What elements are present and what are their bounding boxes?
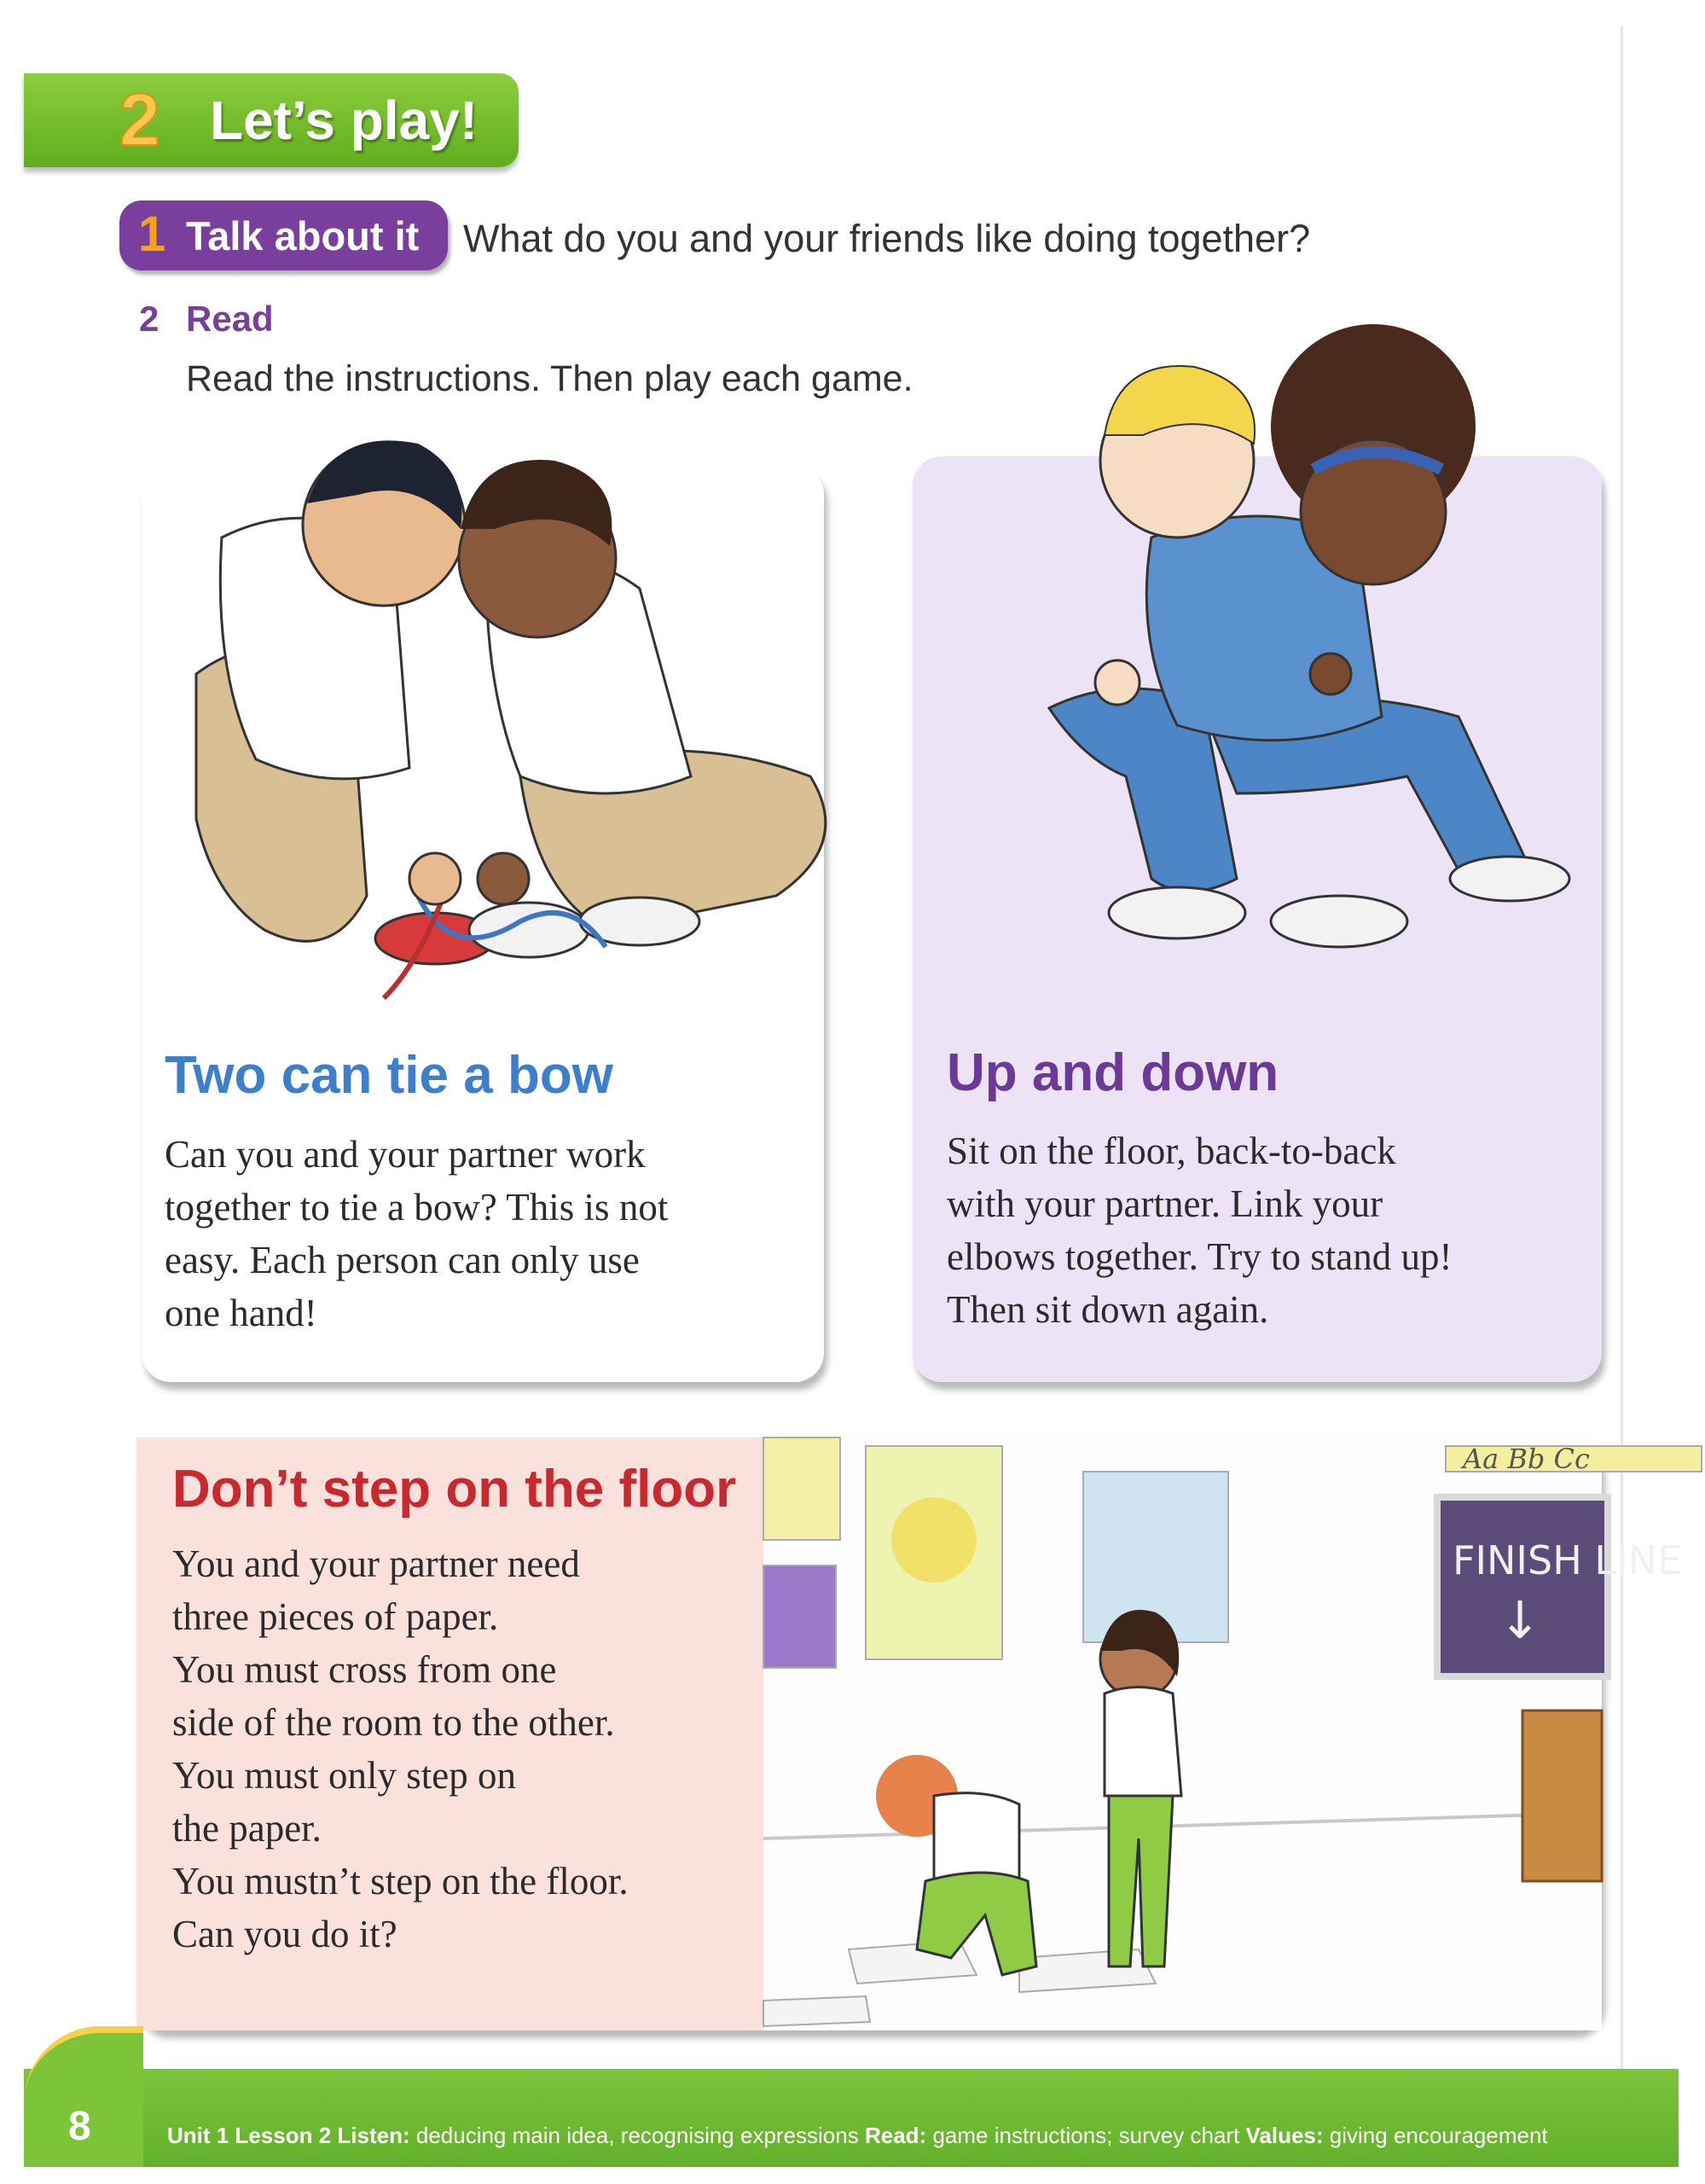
text-line: with your partner. Link your — [947, 1182, 1383, 1225]
game-title-up-and-down: Up and down — [947, 1043, 1279, 1102]
text-line: Then sit down again. — [947, 1288, 1269, 1331]
text-line: You mustn’t step on the floor. — [172, 1860, 629, 1902]
text-line: side of the room to the other. — [172, 1701, 615, 1744]
game-text-up-and-down — [947, 1124, 1578, 1336]
page-number: 8 — [68, 2104, 91, 2149]
footer-listen-label: Listen: — [337, 2123, 410, 2148]
footer-lesson-objectives — [167, 2123, 1548, 2149]
footer-values-label: Values: — [1245, 2123, 1324, 2148]
text-line: the paper. — [172, 1807, 322, 1850]
talk-about-it-badge — [119, 200, 448, 270]
lesson-title: Let’s play! — [210, 90, 478, 151]
text-line: Can you and your partner work — [165, 1133, 646, 1176]
girls-back-to-back-illustration — [981, 316, 1595, 973]
finish-line-board-text: FINISH LINE — [1453, 1537, 1683, 1583]
boys-tying-shoelaces-illustration — [162, 418, 879, 1007]
activity-1-label: Talk about it — [186, 213, 420, 258]
text-line: Sit on the floor, back-to-back — [947, 1130, 1396, 1172]
footer-unit: Unit 1 Lesson 2 — [167, 2123, 332, 2148]
activity-1-number: 1 — [138, 206, 166, 262]
alphabet-strip-text: Aa Bb Cc — [1463, 1443, 1590, 1475]
page-footer-bar — [24, 2069, 1679, 2167]
text-line: three pieces of paper. — [172, 1595, 499, 1638]
footer-listen-text: deducing main idea, recognising expressions — [415, 2123, 859, 2148]
finish-line-arrow: ↓ — [1499, 1591, 1542, 1651]
activity-2-label: Read — [186, 299, 274, 339]
lesson-header-tab — [24, 73, 519, 167]
text-line: elbows together. Try to stand up! — [947, 1235, 1453, 1278]
activity-1-question: What do you and your friends like doing together? — [463, 217, 1311, 260]
text-line: You and your partner need — [172, 1542, 580, 1585]
footer-read-text: game instructions; survey chart — [932, 2123, 1240, 2148]
text-line: Can you do it? — [172, 1913, 397, 1955]
text-line: one hand! — [165, 1292, 317, 1334]
footer-values-text: giving encouragement — [1329, 2123, 1548, 2148]
game-title-dont-step-on-floor: Don’t step on the floor — [172, 1460, 737, 1519]
text-line: You must only step on — [172, 1754, 517, 1797]
game-text-dont-step-on-floor — [172, 1537, 761, 1960]
footer-read-label: Read: — [864, 2123, 927, 2148]
classroom-illustration — [763, 1438, 1683, 2030]
activity-2-number: 2 — [139, 299, 159, 339]
game-text-tie-a-bow — [165, 1128, 779, 1339]
lesson-number: 2 — [119, 79, 160, 161]
text-line: together to tie a bow? This is not — [165, 1186, 669, 1228]
page-spine — [1621, 26, 1623, 2124]
activity-2-instruction: Read the instructions. Then play each game. — [186, 358, 913, 399]
game-title-tie-a-bow: Two can tie a bow — [165, 1046, 613, 1105]
text-line: You must cross from one — [172, 1648, 557, 1691]
text-line: easy. Each person can only use — [165, 1239, 640, 1281]
